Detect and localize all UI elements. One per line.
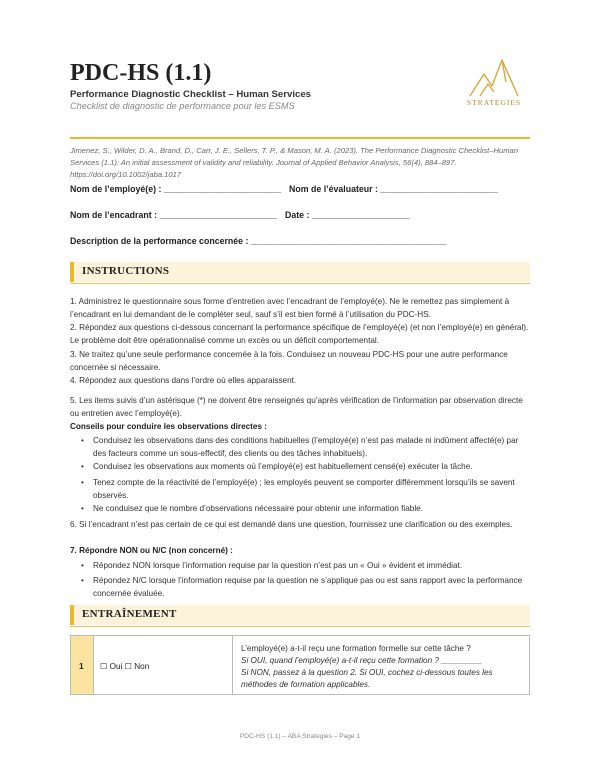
section-divider xyxy=(70,626,530,627)
training-heading-text: ENTRAÎNEMENT xyxy=(82,608,177,620)
logo-text: STRATEGIES xyxy=(467,98,522,107)
instruction-6: 6. Si l’encadrant n’est pas certain de ce qui est demandé dans une question, fournissez une clarification ou des exemples. xyxy=(70,520,513,529)
answer-rule: • Répondez NON lorsque l’information requise par la question n’est pas un « Oui » évident et immédiat. xyxy=(93,560,529,573)
observation-tip: • Conduisez les observations aux moments où l’employé(e) est habituellement censé(e) exécuter la tâche. xyxy=(93,461,529,474)
question-line: Si OUI, quand l’employé(e) a-t-il reçu cette formation ? _________ xyxy=(241,656,483,665)
observation-tip: • Conduisez les observations dans des conditions habituelles (l’employé(e) n’est pas malade ni indûment affecté(e) par des facteurs comme un sous-effectif, des clients ou des tâches inhabituels). xyxy=(93,435,529,460)
date-field[interactable]: Date : ____________________ xyxy=(285,210,410,220)
supervisor-name-field[interactable]: Nom de l’encadrant : ________________________ xyxy=(70,210,277,220)
answer-rule: • Répondez N/C lorsque l’information requise par la question ne s’applique pas ou est sans rapport avec la performance concernée évaluée. xyxy=(93,575,529,600)
page-footer: PDC-HS (1.1) – ABA Strategies – Page 1 xyxy=(239,733,361,740)
employee-name-field[interactable]: Nom de l’employé(e) : ________________________ xyxy=(70,184,282,194)
question-line: L’employé(e) a-t-il reçu une formation formelle sur cette tâche ? xyxy=(241,644,471,653)
instruction-2: 2. Répondez aux questions ci-dessous concernant la performance spécifique de l’employé(e) (et non l’employé(e) en général). Le problème doit être opérationnalisé comme un excès ou un déficit comportemental. xyxy=(70,323,529,345)
document-subtitle: Performance Diagnostic Checklist – Human Services xyxy=(70,89,312,100)
evaluator-name-field[interactable]: Nom de l’évaluateur : ________________________ xyxy=(289,184,498,194)
observation-tips-heading: Conseils pour conduire les observations directes : xyxy=(70,422,268,431)
document-subtitle-fr: Checklist de diagnostic de performance pour les ESMS xyxy=(70,101,295,111)
answer-options-cell xyxy=(93,636,233,694)
instruction-3: 3. Ne traitez qu’une seule performance concernée à la fois. Conduisez un nouveau PDC-HS pour une autre performance concernée si nécessaire. xyxy=(70,350,508,372)
question-number-cell xyxy=(71,636,93,694)
instructions-heading xyxy=(70,262,530,282)
instruction-7-heading: 7. Répondre NON ou N/C (non concerné) : xyxy=(70,546,233,555)
observation-tip: • Tenez compte de la réactivité de l’employé(e) ; les employés peuvent se comporter différemment lorsqu’ils se savent observés. xyxy=(93,477,529,502)
instruction-5: 5. Les items suivis d’un astérisque (*) ne doivent être renseignés qu’après vérification de l’information par observation directe ou entretien avec l’employé(e). xyxy=(70,396,523,418)
training-heading xyxy=(70,605,530,625)
question-text xyxy=(241,643,526,691)
document-title: PDC-HS (1.1) xyxy=(70,60,212,86)
instruction-4: 4. Répondez aux questions dans l’ordre où elles apparaissent. xyxy=(70,376,297,385)
observation-tip: • Ne conduisez que le nombre d’observations nécessaire pour obtenir une information fiable. xyxy=(93,503,529,516)
section-divider xyxy=(70,283,530,284)
question-row xyxy=(70,635,530,695)
question-line: Si NON, passez à la question 2. Si OUI, cochez ci-dessous toutes les méthodes de formation applicables. xyxy=(241,668,493,689)
header-divider xyxy=(70,137,530,139)
instructions-heading-text: INSTRUCTIONS xyxy=(82,265,170,277)
question-number: 1 xyxy=(79,661,84,671)
performance-description-field[interactable]: Description de la performance concernée : ________________________________________ xyxy=(70,236,447,246)
instruction-1: 1. Administrez le questionnaire sous forme d’entretien avec l’encadrant de l’employé(e). Ne le remettez pas simplement à l’encadrant en lui demandant de le compléter seul, sauf s’il est bien formé à l’utilisation du PDC-HS. xyxy=(70,297,510,319)
citation: Jimenez, S., Wilder, D. A., Brand, D., Carr, J. E., Sellers, T. P., & Mason, M. A. (2023). The Performance Diagnostic Checklist–Human Services (1.1): An initial assessment of validity and reliability. Journal of Applied Behavior Analysis, 56(4), 884–897. https://doi.org/10.1002/jaba.1017 xyxy=(70,146,518,179)
yes-no-checkboxes[interactable]: ☐ Oui ☐ Non xyxy=(100,662,150,671)
